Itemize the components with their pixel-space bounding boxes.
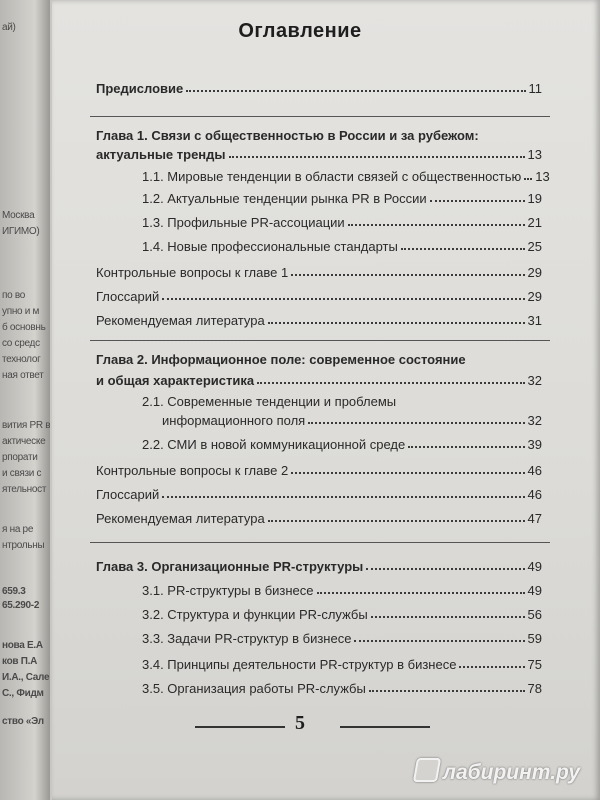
chapter-title-line: Глава 2. Информационное поле: современное состояние	[96, 352, 466, 367]
section-divider	[90, 340, 550, 341]
facing-page-fragment: И.А., Сале	[2, 672, 50, 683]
toc-entry-label: 1.3. Профильные PR-ассоциации	[142, 215, 345, 230]
toc-entry-section	[142, 676, 542, 696]
facing-page-fragment: ИГИМО)	[2, 226, 40, 237]
toc-entry-literature	[96, 506, 542, 526]
toc-page-number: 46	[527, 463, 542, 478]
toc-page-number: 31	[527, 313, 542, 328]
facing-page-fragment: и связи с	[2, 468, 42, 479]
toc-page-number: 13	[535, 169, 550, 184]
toc-entry-label: Контрольные вопросы к главе 2	[96, 463, 289, 478]
toc-entry-label: актуальные тренды	[96, 147, 226, 162]
toc-page-number: 21	[527, 215, 542, 230]
toc-entry-label: 3.2. Структура и функции PR-службы	[142, 607, 368, 622]
leader-dots	[317, 592, 525, 594]
facing-page-fragment: нова Е.А	[2, 640, 43, 651]
toc-page-number: 56	[527, 607, 542, 622]
toc-entry-section	[142, 164, 550, 184]
leader-dots	[401, 248, 525, 250]
leader-dots	[430, 200, 525, 202]
facing-page-fragment: нтрольны	[2, 540, 45, 551]
toc-page-number: 25	[527, 239, 542, 254]
toc-entry-label: 1.2. Актуальные тенденции рынка PR в России	[142, 191, 427, 206]
toc-entry-label: Глоссарий	[96, 289, 160, 304]
facing-page-fragment: ство «Эл	[2, 716, 44, 727]
toc-page-number: 32	[527, 413, 542, 428]
toc-page-number: 75	[527, 657, 542, 672]
toc-entry-section	[142, 432, 542, 452]
toc-entry-label: Рекомендуемая литература	[96, 511, 265, 526]
watermark-text: лабиринт.ру	[442, 761, 580, 784]
toc-entry-glossary	[96, 284, 542, 304]
leader-dots	[459, 666, 524, 668]
toc-entry-section	[142, 578, 542, 598]
toc-entry-preface	[96, 76, 542, 96]
page-number: 5	[295, 712, 305, 734]
facing-page-fragment: вития PR в	[2, 420, 50, 431]
facing-page-edge	[0, 0, 50, 800]
toc-entry-label: 3.1. PR-структуры в бизнесе	[142, 583, 314, 598]
leader-dots	[257, 382, 524, 384]
facing-page-fragment: ков П.А	[2, 656, 37, 667]
toc-entry-label: и общая характеристика	[96, 373, 255, 388]
leader-dots	[408, 446, 524, 448]
toc-entry-label: Глава 3. Организационные PR-структуры	[96, 559, 364, 574]
toc-entry-section	[142, 186, 542, 206]
leader-dots	[524, 178, 532, 180]
leader-dots	[162, 496, 524, 498]
toc-entry-label: 3.5. Организация работы PR-службы	[142, 681, 366, 696]
leader-dots	[354, 640, 524, 642]
leader-dots	[308, 422, 524, 424]
leader-dots	[291, 274, 524, 276]
facing-page-fragment: упно и м	[2, 306, 40, 317]
toc-entry-label: Контрольные вопросы к главе 1	[96, 265, 289, 280]
facing-page-fragment: С., Фидм	[2, 688, 44, 699]
toc-entry-section	[142, 652, 542, 672]
toc-page-number: 29	[527, 289, 542, 304]
toc-entry-label: 3.4. Принципы деятельности PR-структур в бизнесе	[142, 657, 457, 672]
toc-entry-chapter-2	[96, 368, 542, 388]
facing-page-fragment: ай)	[2, 22, 16, 33]
leader-dots	[162, 298, 524, 300]
facing-page-fragment: 65.290-2	[2, 600, 40, 611]
toc-entry-section	[142, 210, 542, 230]
facing-page-fragment: технолог	[2, 354, 41, 365]
facing-page-fragment: ятельност	[2, 484, 47, 495]
leader-dots	[268, 322, 525, 324]
toc-page-number: 59	[527, 631, 542, 646]
facing-page-fragment: я на ре	[2, 524, 34, 535]
page-title: Оглавление	[238, 20, 362, 42]
facing-page-fragment: по во	[2, 290, 26, 301]
facing-page-fragment: ная ответ	[2, 370, 44, 381]
labirint-logo-icon	[413, 758, 441, 782]
section-divider	[90, 116, 550, 117]
toc-page-number: 49	[527, 559, 542, 574]
toc-entry-chapter-1	[96, 142, 542, 162]
toc-entry-questions	[96, 260, 542, 280]
toc-page-number: 78	[527, 681, 542, 696]
toc-page-number: 39	[527, 437, 542, 452]
facing-page-fragment: рпорати	[2, 452, 38, 463]
facing-page-fragment: Москва	[2, 210, 35, 221]
toc-entry-section	[142, 602, 542, 622]
leader-dots	[229, 156, 525, 158]
toc-page-number: 11	[528, 81, 542, 96]
footer-rule-right	[340, 726, 430, 728]
toc-entry-label: 1.1. Мировые тенденции в области связей с общественностью	[142, 169, 522, 184]
toc-page-number: 47	[527, 511, 542, 526]
facing-page-fragment: 659.3	[2, 586, 26, 597]
toc-page-number: 49	[527, 583, 542, 598]
leader-dots	[348, 224, 525, 226]
leader-dots	[369, 690, 525, 692]
leader-dots	[268, 520, 525, 522]
chapter-title-line: Глава 1. Связи с общественностью в России и за рубежом:	[96, 128, 479, 143]
facing-page-fragment: со средс	[2, 338, 40, 349]
toc-page-number: 13	[527, 147, 542, 162]
toc-page-number: 46	[527, 487, 542, 502]
toc-entry-label: 2.2. СМИ в новой коммуникационной среде	[142, 437, 406, 452]
facing-page-fragment: б основнь	[2, 322, 46, 333]
leader-dots	[366, 568, 524, 570]
facing-page-fragment: актическе	[2, 436, 46, 447]
toc-entry-label: Рекомендуемая литература	[96, 313, 265, 328]
toc-entry-label: Предисловие	[96, 81, 184, 96]
toc-entry-section	[162, 408, 542, 428]
toc-page-number: 29	[527, 265, 542, 280]
toc-entry-glossary	[96, 482, 542, 502]
watermark	[415, 758, 580, 785]
toc-entry-label: 3.3. Задачи PR-структур в бизнесе	[142, 631, 352, 646]
section-divider	[90, 542, 550, 543]
toc-entry-questions	[96, 458, 542, 478]
toc-page-number: 19	[527, 191, 542, 206]
toc-entry-literature	[96, 308, 542, 328]
toc-entry-section	[142, 626, 542, 646]
leader-dots	[291, 472, 524, 474]
leader-dots	[371, 616, 525, 618]
section-title-line: 2.1. Современные тенденции и проблемы	[142, 394, 397, 409]
toc-page-number: 32	[527, 373, 542, 388]
toc-entry-section	[142, 234, 542, 254]
toc-entry-label: 1.4. Новые профессиональные стандарты	[142, 239, 398, 254]
toc-entry-chapter-3	[96, 554, 542, 574]
toc-entry-label: Глоссарий	[96, 487, 160, 502]
leader-dots	[186, 90, 525, 92]
toc-entry-label: информационного поля	[162, 413, 306, 428]
